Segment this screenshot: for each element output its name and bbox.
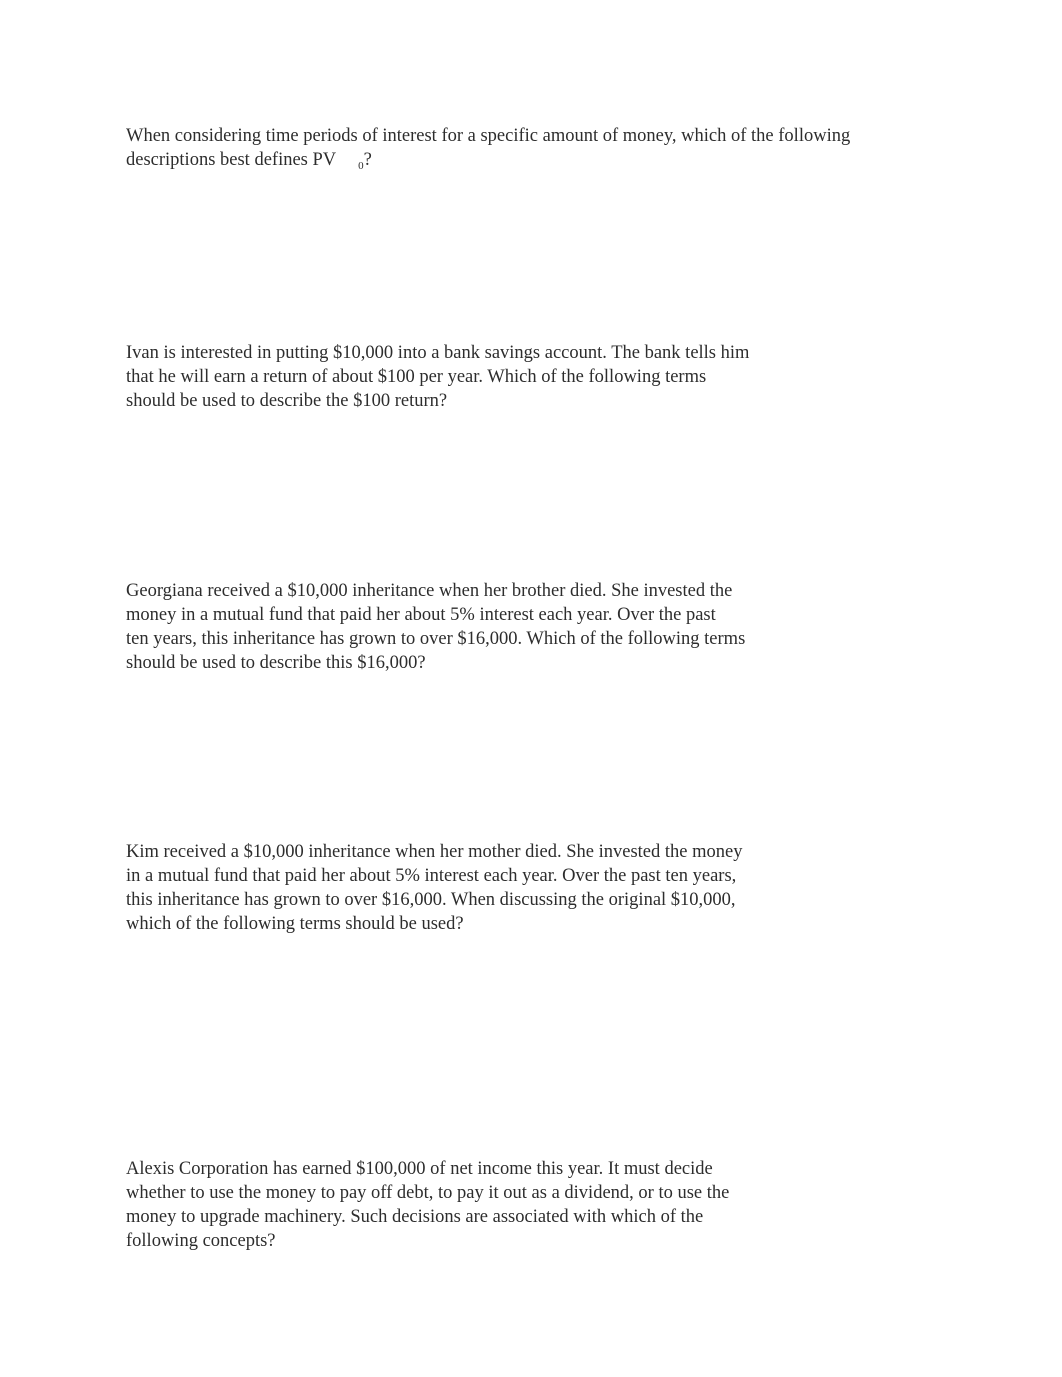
question-line: ten years, this inheritance has grown to over $16,000. Which of the following terms — [126, 629, 746, 649]
question-kim-inheritance — [126, 840, 742, 936]
question-line: whether to use the money to pay off debt, to pay it out as a dividend, or to use the — [126, 1183, 730, 1203]
question-line: money to upgrade machinery. Such decisions are associated with which of the — [126, 1207, 704, 1227]
question-line: Ivan is interested in putting $10,000 into a bank savings account. The bank tells him — [126, 343, 750, 363]
question-pv0-definition — [126, 124, 850, 178]
question-line — [126, 148, 850, 178]
question-line: Georgiana received a $10,000 inheritance when her brother died. She invested the — [126, 581, 733, 601]
question-line: this inheritance has grown to over $16,000. When discussing the original $10,000, — [126, 890, 736, 910]
question-line: Alexis Corporation has earned $100,000 of net income this year. It must decide — [126, 1159, 713, 1179]
question-suffix: ? — [363, 150, 372, 170]
question-line: When considering time periods of interest for a specific amount of money, which of the following — [126, 126, 851, 146]
question-line: following concepts? — [126, 1231, 276, 1251]
question-line: should be used to describe this $16,000? — [126, 653, 426, 673]
question-line: Kim received a $10,000 inheritance when her mother died. She invested the money — [126, 842, 743, 862]
question-alexis-corporation — [126, 1157, 729, 1253]
question-line: in a mutual fund that paid her about 5% interest each year. Over the past ten years, — [126, 866, 737, 886]
pv-subscript: 0 — [358, 160, 364, 172]
question-line-text: descriptions best defines PV — [126, 150, 337, 170]
question-line: should be used to describe the $100 return? — [126, 391, 448, 411]
question-ivan-return — [126, 341, 749, 413]
question-line: money in a mutual fund that paid her about 5% interest each year. Over the past — [126, 605, 716, 625]
question-line: that he will earn a return of about $100 per year. Which of the following terms — [126, 367, 707, 387]
question-line: which of the following terms should be used? — [126, 914, 464, 934]
question-georgiana-inheritance — [126, 579, 745, 675]
